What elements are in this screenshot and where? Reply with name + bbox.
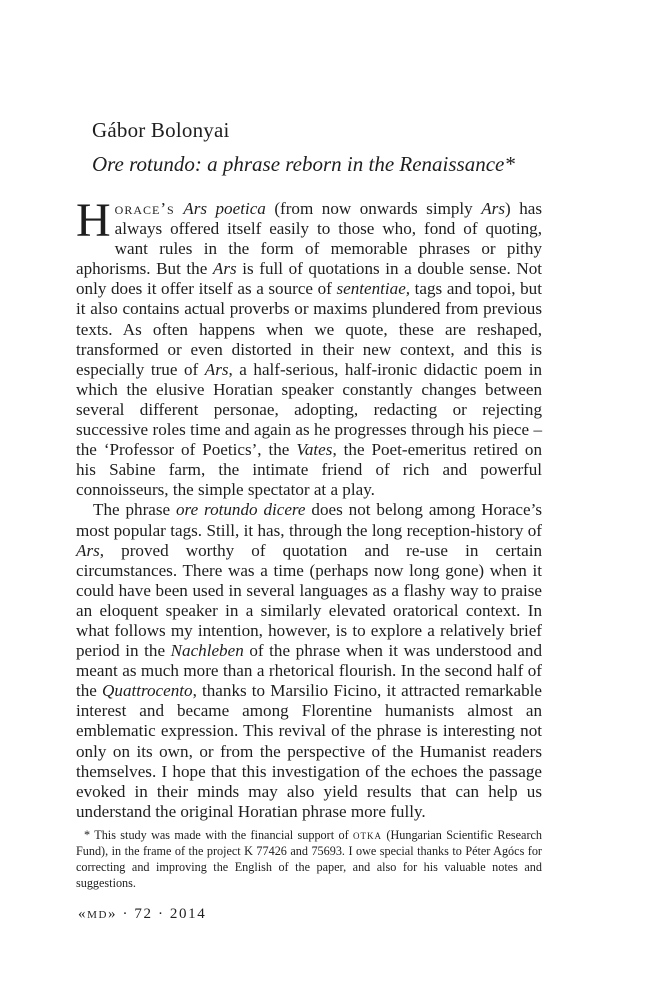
italic-run: Ars: [212, 259, 237, 279]
italic-run: Vates: [296, 440, 333, 460]
italic-run: Nachleben: [170, 641, 244, 661]
separator: ·: [117, 906, 135, 922]
text-run: The phrase: [93, 500, 176, 520]
footnote-text: (Hungarian Scientific Research Fund), in the frame of the project K 77426 and 75693. I owe special thanks to Péter Agócs for correcting and improving the English of the paper, and also for his valuable notes and suggestions.: [76, 828, 543, 890]
text-run: , the Poet-emeritus retired on his Sabine farm, the intimate friend of rich and powerful connoisseurs, the simple spectator at a play.: [76, 440, 543, 500]
journal-name: «md»: [78, 906, 118, 922]
text-run: [175, 199, 184, 218]
text-run: (from now onwards simply: [265, 199, 482, 218]
italic-run: Quattrocento: [102, 681, 193, 701]
italic-run: sententiae,: [336, 279, 411, 299]
article-body: [76, 194, 543, 822]
footnote: [76, 827, 542, 891]
separator: ·: [152, 906, 170, 922]
issue-number: 72: [134, 906, 153, 922]
author-name: Gábor Bolonyai: [92, 118, 230, 142]
footnote-org: otka: [353, 828, 383, 842]
italic-run: Ars poetica: [183, 199, 266, 218]
year: 2014: [169, 906, 207, 922]
lead-small-caps: orace’s: [114, 199, 175, 218]
text-run: ) has always offered itself easily to those who, fond of quoting, want rules in the form of memorable phrases or pithy aphorisms. But the: [76, 199, 542, 279]
text-run: tags and topoi, but it also contains actual proverbs or maxims plundered from previous texts. As often happens when we quote, these are reshaped, transformed or even distorted in their new context, and this is especially true of: [76, 279, 542, 379]
footnote-text: This study was made with the financial support of: [94, 828, 354, 842]
text-run: , a half-serious, half-ironic didactic poem in which the elusive Horatian speaker constantly changes between several different personae, adopting, redacting or rejecting successive roles time and again as he progresses through his piece – the ‘Professor of Poetics’, the: [76, 359, 543, 460]
page-footer: [78, 906, 206, 923]
article-title: Ore rotundo: a phrase reborn in the Renaissance*: [92, 152, 515, 176]
text-run: , thanks to Marsilio Ficino, it attracted remarkable interest and became among Florentine humanists almost an emblematic expression. This revival of the phrase is interesting not only on its own, or from the perspective of the Humanist readers themselves. I hope that this investigation of the echoes the passage evoked in their minds may also yield results that can help us understand the original Horatian phrase more fully.: [76, 681, 542, 821]
italic-run: Ars: [204, 359, 229, 379]
text-run: does not belong among Horace’s most popular tags. Still, it has, through the long reception-history of: [76, 500, 542, 540]
italic-run: Ars: [481, 199, 505, 218]
text-run: is full of quotations in a double sense. Not only does it offer itself as a source of: [76, 259, 542, 299]
paragraph-2: [76, 500, 542, 822]
drop-cap: H: [76, 194, 111, 247]
text-run: , proved worthy of quotation and re-use in certain circumstances. There was a time (perhaps now long gone) when it could have been used in several languages as a flashy way to praise an eloquent speaker in a similarly elevated oratorical context. In what follows my intention, however, is to explore a relatively brief period in the: [76, 540, 542, 661]
footnote-marker: *: [84, 828, 95, 842]
text-run: of the phrase when it was understood and meant as much more than a rhetorical flourish. In the second half of the: [76, 641, 542, 701]
paragraph-1: [76, 194, 543, 500]
italic-run: Ars: [76, 540, 100, 560]
italic-run: ore rotundo dicere: [176, 500, 306, 520]
